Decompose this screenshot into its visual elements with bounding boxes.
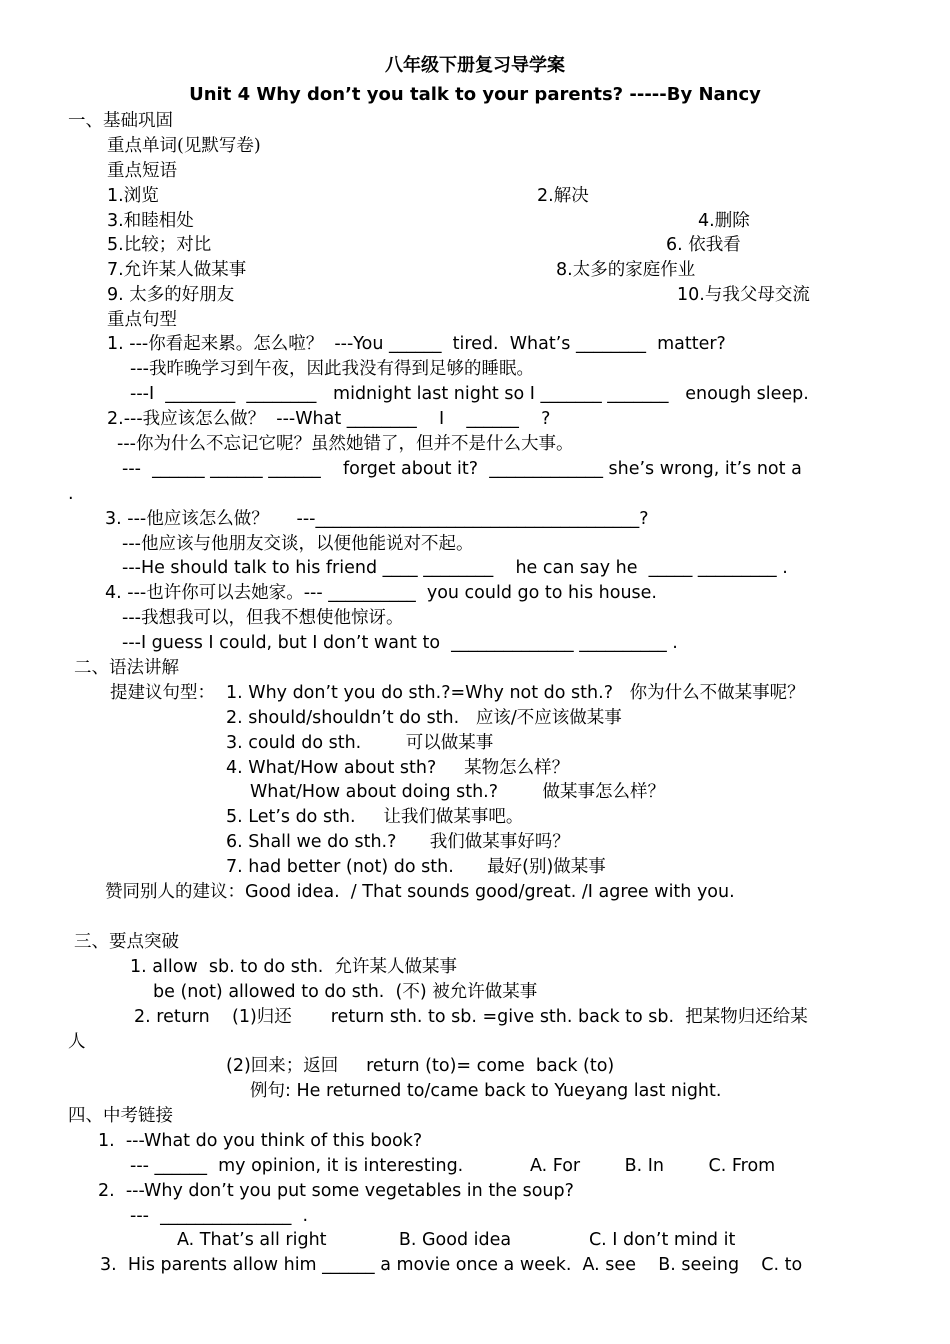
sentence-3-line-3: ---He should talk to his friend ____ ________ he can say he _____ _________ . <box>122 558 788 578</box>
sentence-1-line-2: ---我昨晚学习到午夜，因此我没有得到足够的睡眠。 <box>130 359 534 379</box>
phrase-7: 7.允许某人做某事 <box>107 260 247 280</box>
section-1-heading: 一、基础巩固 <box>68 111 173 131</box>
page-title: 八年级下册复习导学案 <box>385 55 565 76</box>
pattern-2: 2. should/shouldn’t do sth. 应该/不应该做某事 <box>226 708 622 728</box>
sentence-2-line-4: . <box>68 484 74 504</box>
section-3-heading: 三、要点突破 <box>74 932 179 952</box>
point-return-example: 例句: He returned to/came back to Yueyang last night. <box>250 1081 722 1101</box>
phrase-4: 4.删除 <box>698 211 750 231</box>
sentence-1-line-3: ---I ________ ________ midnight last night so I _______ _______ enough sleep. <box>130 384 809 404</box>
sentence-4-line-1: 4. ---也许你可以去她家。--- __________ you could go to his house. <box>105 583 657 603</box>
section-4-heading: 四、中考链接 <box>68 1106 173 1126</box>
pattern-4b: What/How about doing sth.? 做某事怎么样？ <box>250 782 666 802</box>
sentence-1-line-1: 1. ---你看起来累。怎么啦？ ---You ______ tired. What’s ________ matter? <box>107 334 726 354</box>
phrase-8: 8.太多的家庭作业 <box>556 260 696 280</box>
sentence-4-line-3: ---I guess I could, but I don’t want to ______________ __________ . <box>122 633 678 653</box>
pattern-7: 7. had better (not) do sth. 最好(别)做某事 <box>226 857 606 877</box>
suggestion-patterns-label: 提建议句型： <box>110 683 215 703</box>
key-phrases-label: 重点短语 <box>107 161 177 181</box>
point-allow-2: be (not) allowed to do sth. (不) 被允许做某事 <box>153 982 538 1002</box>
phrase-3: 3.和睦相处 <box>107 211 194 231</box>
section-2-heading: 二、语法讲解 <box>74 658 179 678</box>
phrase-10: 10.与我父母交流 <box>677 285 810 305</box>
sentence-2-line-2: ---你为什么不忘记它呢？虽然她错了，但并不是什么大事。 <box>117 434 574 454</box>
key-words-label: 重点单词(见默写卷) <box>107 136 261 156</box>
phrase-1: 1.浏览 <box>107 186 159 206</box>
key-sentences-label: 重点句型 <box>107 310 177 330</box>
phrase-5: 5.比较；对比 <box>107 235 212 255</box>
exam-q2-options: A. That’s all right B. Good idea C. I don’t mind it <box>177 1230 736 1250</box>
sentence-3-line-1: 3. ---他应该怎么做？ ---_____________________________________? <box>105 509 649 529</box>
sentence-4-line-2: ---我想我可以，但我不想使他惊讶。 <box>122 608 404 628</box>
pattern-6: 6. Shall we do sth.? 我们做某事好吗？ <box>226 832 570 852</box>
sentence-2-line-3: --- ______ ______ ______ forget about it? _____________ she’s wrong, it’s not a <box>122 459 802 479</box>
exam-q2-line-1: 2. ---Why don’t you put some vegetables in the soup? <box>98 1181 574 1201</box>
pattern-3: 3. could do sth. 可以做某事 <box>226 733 494 753</box>
agree-expressions: 赞同别人的建议：Good idea. / That sounds good/great. /I agree with you. <box>105 882 735 902</box>
pattern-1: 1. Why don’t you do sth.?=Why not do sth.? 你为什么不做某事呢？ <box>226 683 805 703</box>
point-allow-1: 1. allow sb. to do sth. 允许某人做某事 <box>130 957 457 977</box>
point-return-2: (2)回来；返回 return (to)= come back (to) <box>226 1056 615 1076</box>
pattern-5: 5. Let’s do sth. 让我们做某事吧。 <box>226 807 524 827</box>
exam-q1-line-2: --- ______ my opinion, it is interesting. A. For B. In C. From <box>130 1156 776 1176</box>
phrase-2: 2.解决 <box>537 186 589 206</box>
exam-q3-line-1: 3. His parents allow him ______ a movie once a week. A. see B. seeing C. to <box>100 1255 803 1275</box>
sentence-3-line-2: ---他应该与他朋友交谈，以便他能说对不起。 <box>122 534 474 554</box>
sentence-2-line-1: 2.---我应该怎么做？ ---What ________ I ______ ? <box>107 409 551 429</box>
point-return-1: 2. return (1)归还 return sth. to sb. =give sth. back to sb. 把某物归还给某 <box>134 1007 808 1027</box>
pattern-4: 4. What/How about sth? 某物怎么样？ <box>226 758 570 778</box>
page-subtitle: Unit 4 Why don’t you talk to your parents? -----By Nancy <box>189 84 761 105</box>
point-return-1-cont: 人 <box>68 1032 86 1052</box>
phrase-6: 6. 依我看 <box>666 235 741 255</box>
phrase-9: 9. 太多的好朋友 <box>107 285 235 305</box>
exam-q2-line-2: --- _______________ . <box>130 1206 309 1226</box>
exam-q1-line-1: 1. ---What do you think of this book? <box>98 1131 423 1151</box>
